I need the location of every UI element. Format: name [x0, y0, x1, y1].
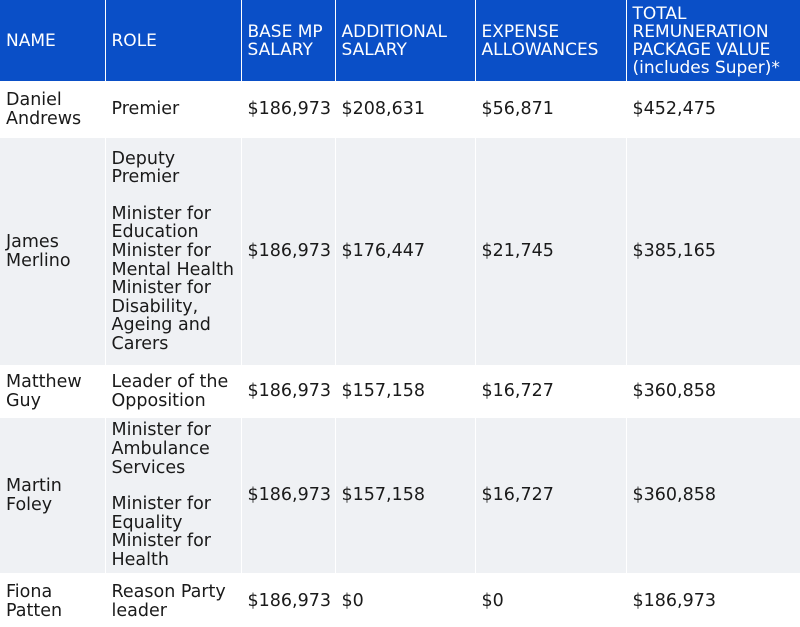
cell-additional-salary: $176,447 [335, 137, 475, 367]
cell-additional-salary: $0 [335, 575, 475, 627]
cell-base-salary: $186,973 [241, 137, 335, 367]
table-row [0, 417, 800, 575]
cell-role [105, 137, 241, 367]
cell-base-salary: $186,973 [241, 575, 335, 627]
cell-expense: $21,745 [475, 137, 626, 367]
cell-expense: $16,727 [475, 367, 626, 417]
table-row [0, 367, 800, 417]
table-row [0, 575, 800, 627]
cell-base-salary: $186,973 [241, 367, 335, 417]
role-line: Minister for Disability, Ageing and Carers [112, 279, 235, 353]
cell-name: James Merlino [0, 137, 105, 367]
cell-additional-salary: $157,158 [335, 367, 475, 417]
role-line: Minister for Health [112, 532, 235, 569]
header-additional-salary: ADDITIONAL SALARY [335, 0, 475, 83]
cell-additional-salary: $157,158 [335, 417, 475, 575]
header-name: NAME [0, 0, 105, 83]
cell-additional-salary: $208,631 [335, 83, 475, 137]
cell-role [105, 575, 241, 627]
header-row [0, 0, 800, 83]
cell-role [105, 83, 241, 137]
header-expense-allowances: EXPENSE ALLOWANCES [475, 0, 626, 83]
cell-expense: $56,871 [475, 83, 626, 137]
cell-expense: $16,727 [475, 417, 626, 575]
cell-base-salary: $186,973 [241, 83, 335, 137]
cell-name: Martin Foley [0, 417, 105, 575]
table-row [0, 137, 800, 367]
cell-name: Fiona Patten [0, 575, 105, 627]
table-row [0, 83, 800, 137]
cell-base-salary: $186,973 [241, 417, 335, 575]
header-role: ROLE [105, 0, 241, 83]
role-spacer [112, 477, 235, 495]
role-line: Minister for Ambulance Services [112, 421, 235, 477]
cell-name: Matthew Guy [0, 367, 105, 417]
role-line: Minister for Mental Health [112, 242, 235, 279]
cell-total: $360,858 [626, 417, 800, 575]
cell-role [105, 417, 241, 575]
cell-total: $186,973 [626, 575, 800, 627]
cell-expense: $0 [475, 575, 626, 627]
header-total-package: TOTAL REMUNERATION PACKAGE VALUE (includes Super)* [626, 0, 800, 83]
role-line: Reason Party leader [112, 583, 235, 620]
header-base-salary: BASE MP SALARY [241, 0, 335, 83]
role-line: Minister for Equality [112, 495, 235, 532]
role-line: Leader of the Opposition [112, 373, 235, 410]
role-spacer [112, 187, 235, 205]
cell-total: $385,165 [626, 137, 800, 367]
cell-total: $452,475 [626, 83, 800, 137]
role-line: Minister for Education [112, 205, 235, 242]
role-line: Premier [112, 100, 235, 119]
cell-total: $360,858 [626, 367, 800, 417]
cell-role [105, 367, 241, 417]
role-line: Deputy Premier [112, 150, 235, 187]
cell-name: Daniel Andrews [0, 83, 105, 137]
